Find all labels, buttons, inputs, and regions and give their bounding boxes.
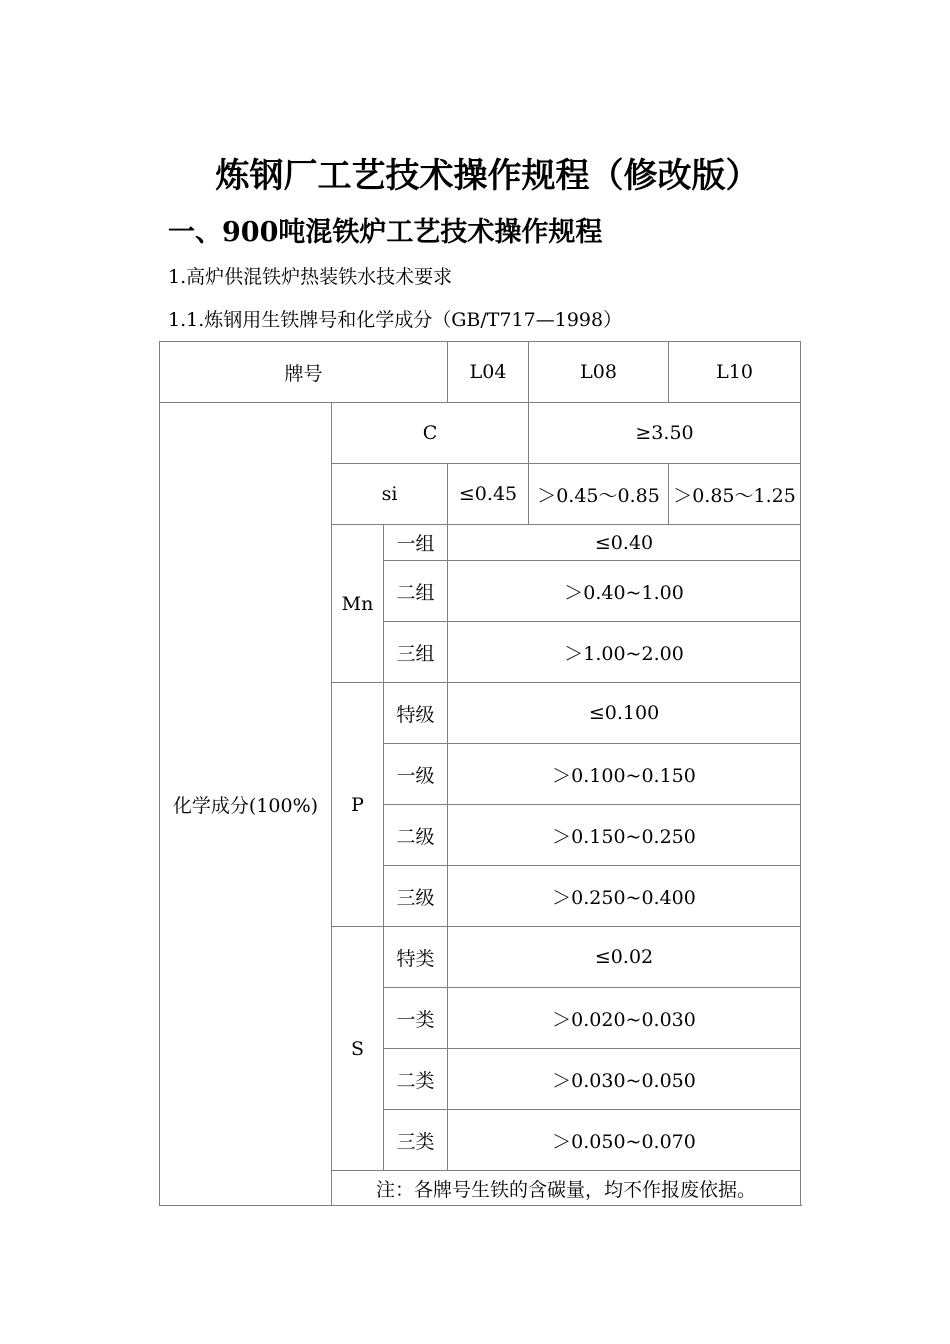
manganese-group-value: ＞0.40~1.00 xyxy=(448,561,801,622)
grade-l08-header: L08 xyxy=(529,342,669,403)
grade-header-cell: 牌号 xyxy=(160,342,448,403)
sulfur-class-label: 三类 xyxy=(384,1110,448,1171)
sulfur-class-value: ＞0.050~0.070 xyxy=(448,1110,801,1171)
paragraph-table-caption: 1.1.炼钢用生铁牌号和化学成分（GB/T717—1998） xyxy=(168,309,623,331)
phosphorus-grade-label: 二级 xyxy=(384,805,448,866)
carbon-value: ≥3.50 xyxy=(529,403,801,464)
sulfur-label: S xyxy=(332,927,384,1171)
document-title: 炼钢厂工艺技术操作规程（修改版） xyxy=(215,156,760,196)
table-note: 注：各牌号生铁的含碳量，均不作报废依据。 xyxy=(332,1171,801,1206)
phosphorus-grade-value: ＞0.150~0.250 xyxy=(448,805,801,866)
manganese-group-value: ≤0.40 xyxy=(448,525,801,561)
section-heading: 一、900吨混铁炉工艺技术操作规程 xyxy=(168,217,603,248)
phosphorus-grade-label: 三级 xyxy=(384,866,448,927)
manganese-label: Mn xyxy=(332,525,384,683)
silicon-label: si xyxy=(332,464,448,525)
phosphorus-label: P xyxy=(332,683,384,927)
manganese-group-value: ＞1.00~2.00 xyxy=(448,622,801,683)
sulfur-class-label: 特类 xyxy=(384,927,448,988)
chemical-composition-label: 化学成分(100%) xyxy=(160,403,332,1206)
pig-iron-spec-table xyxy=(159,341,801,1206)
silicon-l10-value: ＞0.85～1.25 xyxy=(669,464,801,525)
paragraph-requirements: 1.高炉供混铁炉热装铁水技术要求 xyxy=(168,266,453,288)
sulfur-class-value: ≤0.02 xyxy=(448,927,801,988)
phosphorus-grade-value: ＞0.250~0.400 xyxy=(448,866,801,927)
sulfur-class-label: 一类 xyxy=(384,988,448,1049)
silicon-l08-value: ＞0.45～0.85 xyxy=(529,464,669,525)
phosphorus-grade-value: ＞0.100~0.150 xyxy=(448,744,801,805)
table-row xyxy=(160,403,801,464)
phosphorus-grade-label: 特级 xyxy=(384,683,448,744)
phosphorus-grade-value: ≤0.100 xyxy=(448,683,801,744)
table-row xyxy=(160,342,801,403)
manganese-group-label: 一组 xyxy=(384,525,448,561)
grade-l04-header: L04 xyxy=(448,342,529,403)
phosphorus-grade-label: 一级 xyxy=(384,744,448,805)
manganese-group-label: 三组 xyxy=(384,622,448,683)
sulfur-class-label: 二类 xyxy=(384,1049,448,1110)
sulfur-class-value: ＞0.030~0.050 xyxy=(448,1049,801,1110)
carbon-label: C xyxy=(332,403,529,464)
silicon-l04-value: ≤0.45 xyxy=(448,464,529,525)
grade-l10-header: L10 xyxy=(669,342,801,403)
manganese-group-label: 二组 xyxy=(384,561,448,622)
sulfur-class-value: ＞0.020~0.030 xyxy=(448,988,801,1049)
